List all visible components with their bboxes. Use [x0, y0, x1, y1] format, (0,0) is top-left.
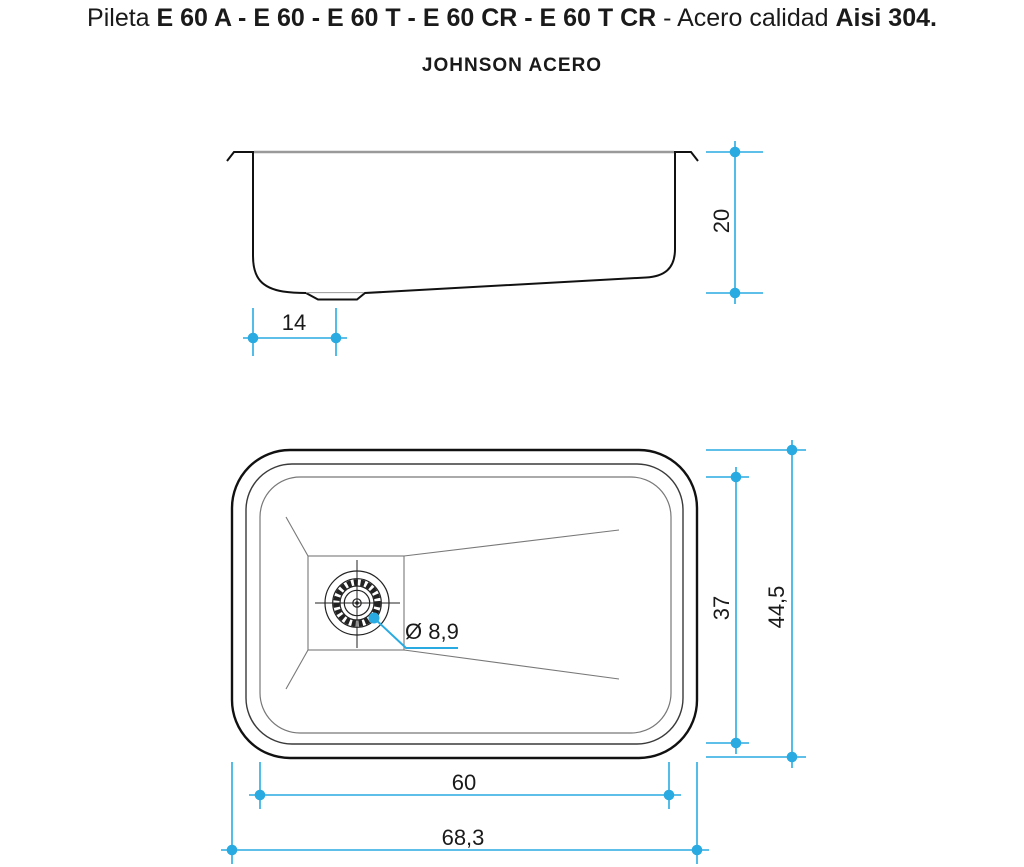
dim-label-outer-width-44-5: 44,5: [764, 585, 789, 629]
outer-rim-outline: [232, 450, 697, 758]
title-prefix: Pileta: [87, 4, 157, 32]
drain-strainer-icon: [315, 560, 400, 648]
title-middle: - Acero calidad: [656, 4, 836, 32]
dim-label-inner-length-60: 60: [451, 770, 477, 795]
dim-label-drain-diameter: Ø 8,9: [405, 619, 459, 644]
title-material: Aisi 304.: [835, 4, 937, 32]
brand-title: JOHNSON ACERO: [421, 55, 603, 76]
bowl-profile: [253, 151, 675, 300]
top-view-drawing: [232, 450, 697, 758]
side-view-drawing: [227, 151, 698, 300]
rim-inner-edge: [246, 464, 683, 744]
bowl-top-edge: [260, 477, 671, 733]
dim-label-height-20: 20: [709, 208, 734, 234]
dim-label-inner-width-37: 37: [709, 595, 734, 621]
dim-label-offset-14: 14: [281, 310, 307, 335]
top-view-dimensions: [221, 440, 806, 864]
right-flange: [675, 152, 698, 161]
title-models: E 60 A - E 60 - E 60 T - E 60 CR - E 60 T CR: [156, 4, 657, 32]
left-flange: [227, 152, 253, 161]
dim-label-outer-length-68-3: 68,3: [441, 825, 485, 850]
